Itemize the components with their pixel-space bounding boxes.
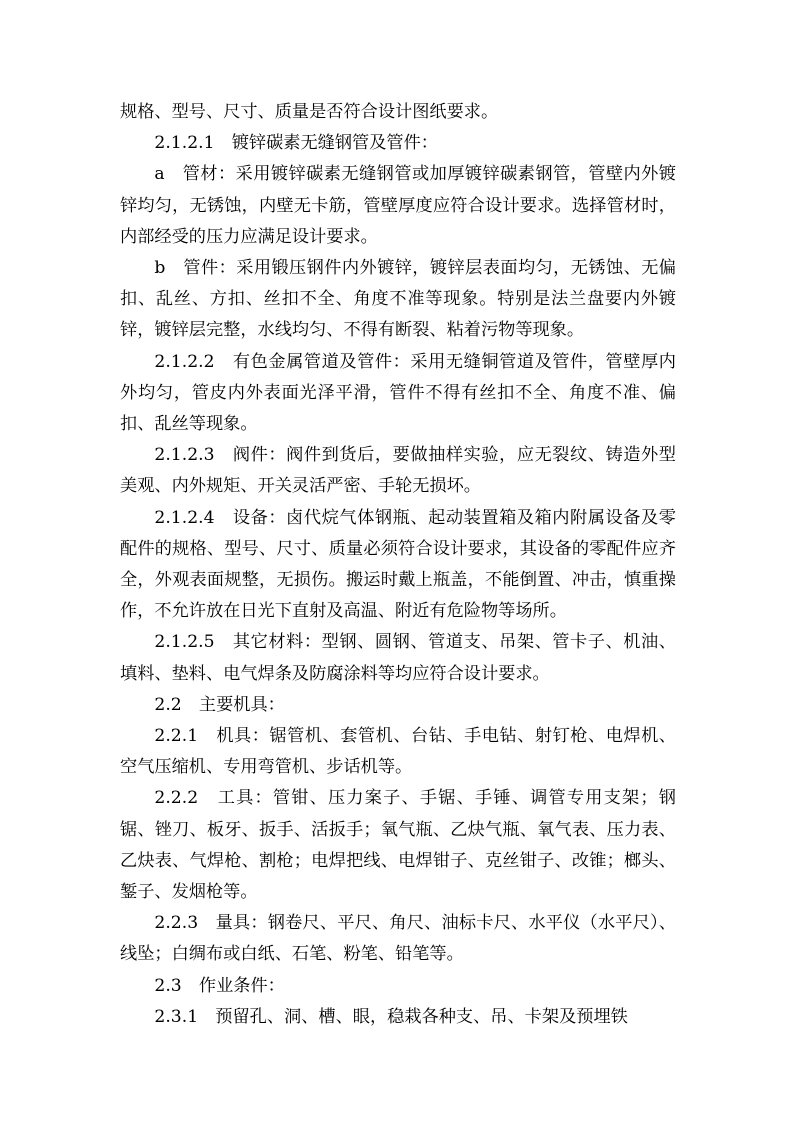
section-heading-2-3: 2.3 作业条件： (154, 975, 285, 996)
paragraph-2-1-2-2: 2.1.2.2 有色金属管道及管件：采用无缝铜管道及管件，管壁厚内外均匀，管皮内外表面光泽平滑，管件不得有丝扣不全、角度不准、偏扣、乱丝等现象。 (120, 351, 676, 435)
section-heading-2-1-2-1: 2.1.2.1 镀锌碳素无缝钢管及管件： (154, 133, 438, 154)
paragraph-2-2-1: 2.2.1 机具：锯管机、套管机、台钻、手电钻、射钉枪、电焊机、空气压缩机、专用弯管机、步话机等。 (120, 726, 676, 778)
paragraph-2-1-2-3: 2.1.2.3 阀件：阀件到货后，要做抽样实验，应无裂纹、铸造外型美观、内外规矩、开关灵活严密、手轮无损坏。 (120, 445, 676, 497)
paragraph-pipe-fittings: b 管件：采用锻压钢件内外镀锌，镀锌层表面均匀，无锈蚀、无偏扣、乱丝、方扣、丝扣不全、角度不准等现象。特别是法兰盘要内外镀锌，镀锌层完整，水线均匀、不得有断裂、粘着污物等现象。 (120, 258, 676, 341)
paragraph-2-1-2-5: 2.1.2.5 其它材料：型钢、圆钢、管道支、吊架、管卡子、机油、填料、垫料、电气焊条及防腐涂料等均应符合设计要求。 (120, 632, 676, 684)
paragraph-2-2-3: 2.2.3 量具：钢卷尺、平尺、角尺、油标卡尺、水平仪（水平尺）、线坠；白绸布或白纸、石笔、粉笔、铅笔等。 (120, 913, 676, 965)
document-body (120, 97, 676, 1033)
paragraph-2-3-1: 2.3.1 预留孔、洞、槽、眼，稳栽各种支、吊、卡架及预埋铁 (154, 1006, 628, 1027)
paragraph-continuation: 规格、型号、尺寸、质量是否符合设计图纸要求。 (120, 102, 499, 122)
paragraph-2-1-2-4: 2.1.2.4 设备：卤代烷气体钢瓶、起动装置箱及箱内附属设备及零配件的规格、型号、尺寸、质量必须符合设计要求，其设备的零配件应齐全，外观表面规整，无损伤。搬运时戴上瓶盖，不能倒置、冲击，慎重操作，不允许放在日光下直射及高温、附近有危险物等场所。 (120, 507, 676, 622)
paragraph-pipe-material: a 管材：采用镀锌碳素无缝钢管或加厚镀锌碳素钢管，管壁内外镀锌均匀，无锈蚀，内壁无卡筋，管壁厚度应符合设计要求。选择管材时，内部经受的压力应满足设计要求。 (120, 164, 676, 247)
section-heading-2-2: 2.2 主要机具： (154, 694, 285, 715)
paragraph-2-2-2: 2.2.2 工具：管钳、压力案子、手锯、手锤、调管专用支架；钢锯、锉刀、板牙、扳手、活扳手；氧气瓶、乙炔气瓶、氧气表、压力表、乙炔表、气焊枪、割枪；电焊把线、电焊钳子、克丝钳子、改锥；榔头、錾子、发烟枪等。 (120, 788, 676, 903)
